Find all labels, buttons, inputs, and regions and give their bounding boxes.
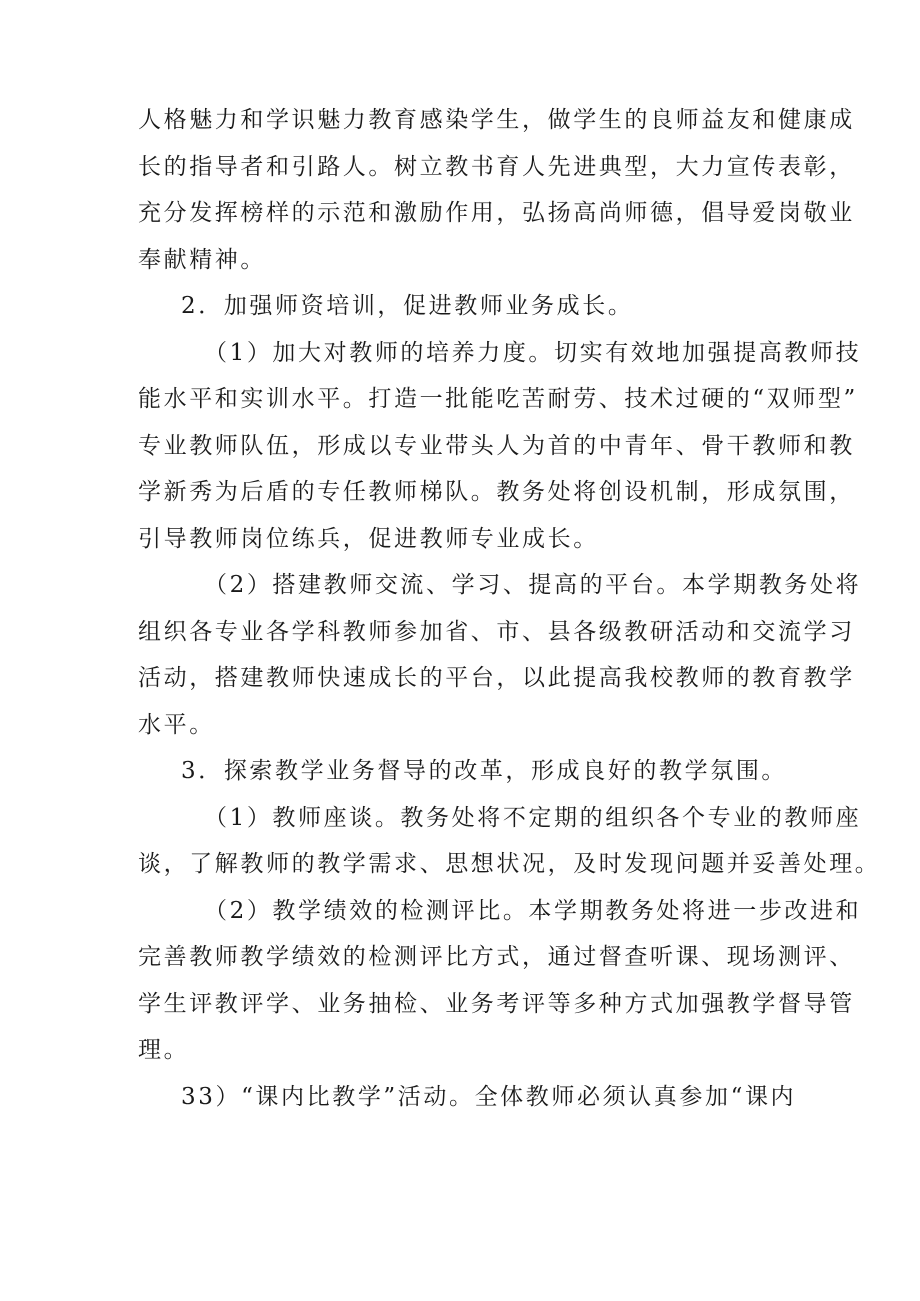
text-line: （1）教师座谈。教务处将不定期的组织各个专业的教师座	[204, 804, 862, 831]
text-line: 奉献精神。	[138, 246, 266, 273]
section-heading: 2．加强师资培训，促进教师业务成长。	[181, 293, 634, 319]
text-line: 人格魅力和学识魅力教育感染学生，做学生的良师益友和健康成	[138, 107, 855, 133]
text-line: 长的指导者和引路人。树立教书育人先进典型，大力宣传表彰，	[138, 153, 855, 180]
text-line: （1）加大对教师的培养力度。切实有效地加强提高教师技	[204, 339, 862, 366]
text-line: 完善教师教学绩效的检测评比方式，通过督查听课、现场测评、	[138, 944, 855, 970]
text-line: 理。	[138, 1037, 190, 1063]
text-line: 33）“课内比教学”活动。全体教师必须认真参加“课内	[181, 1083, 797, 1110]
text-line: 专业教师队伍，形成以专业带头人为首的中青年、骨干教师和教	[138, 432, 855, 459]
text-line: 充分发挥榜样的示范和激励作用，弘扬高尚师德，倡导爱岗敬业	[138, 200, 855, 226]
text-line: 活动，搭建教师快速成长的平台，以此提高我校教师的教育教学	[138, 665, 855, 691]
text-line: 能水平和实训水平。打造一批能吃苦耐劳、技术过硬的“双师型”	[138, 386, 858, 412]
text-line: （2）搭建教师交流、学习、提高的平台。本学期教务处将	[204, 572, 862, 598]
text-line: 组织各专业各学科教师参加省、市、县各级教研活动和交流学习	[138, 618, 855, 645]
section-heading: 3．探索教学业务督导的改革，形成良好的教学氛围。	[181, 758, 788, 784]
text-line: 引导教师岗位练兵，促进教师专业成长。	[138, 525, 599, 552]
text-line: 谈，了解教师的教学需求、思想状况，及时发现问题并妥善处理。	[138, 851, 881, 877]
text-line: 学新秀为后盾的专任教师梯队。教务处将创设机制，形成氛围，	[138, 479, 855, 505]
text-line: 学生评教评学、业务抽检、业务考评等多种方式加强教学督导管	[138, 990, 855, 1017]
text-line: （2）教学绩效的检测评比。本学期教务处将进一步改进和	[204, 897, 862, 924]
document-body	[138, 97, 881, 1120]
text-line: 水平。	[138, 711, 215, 738]
